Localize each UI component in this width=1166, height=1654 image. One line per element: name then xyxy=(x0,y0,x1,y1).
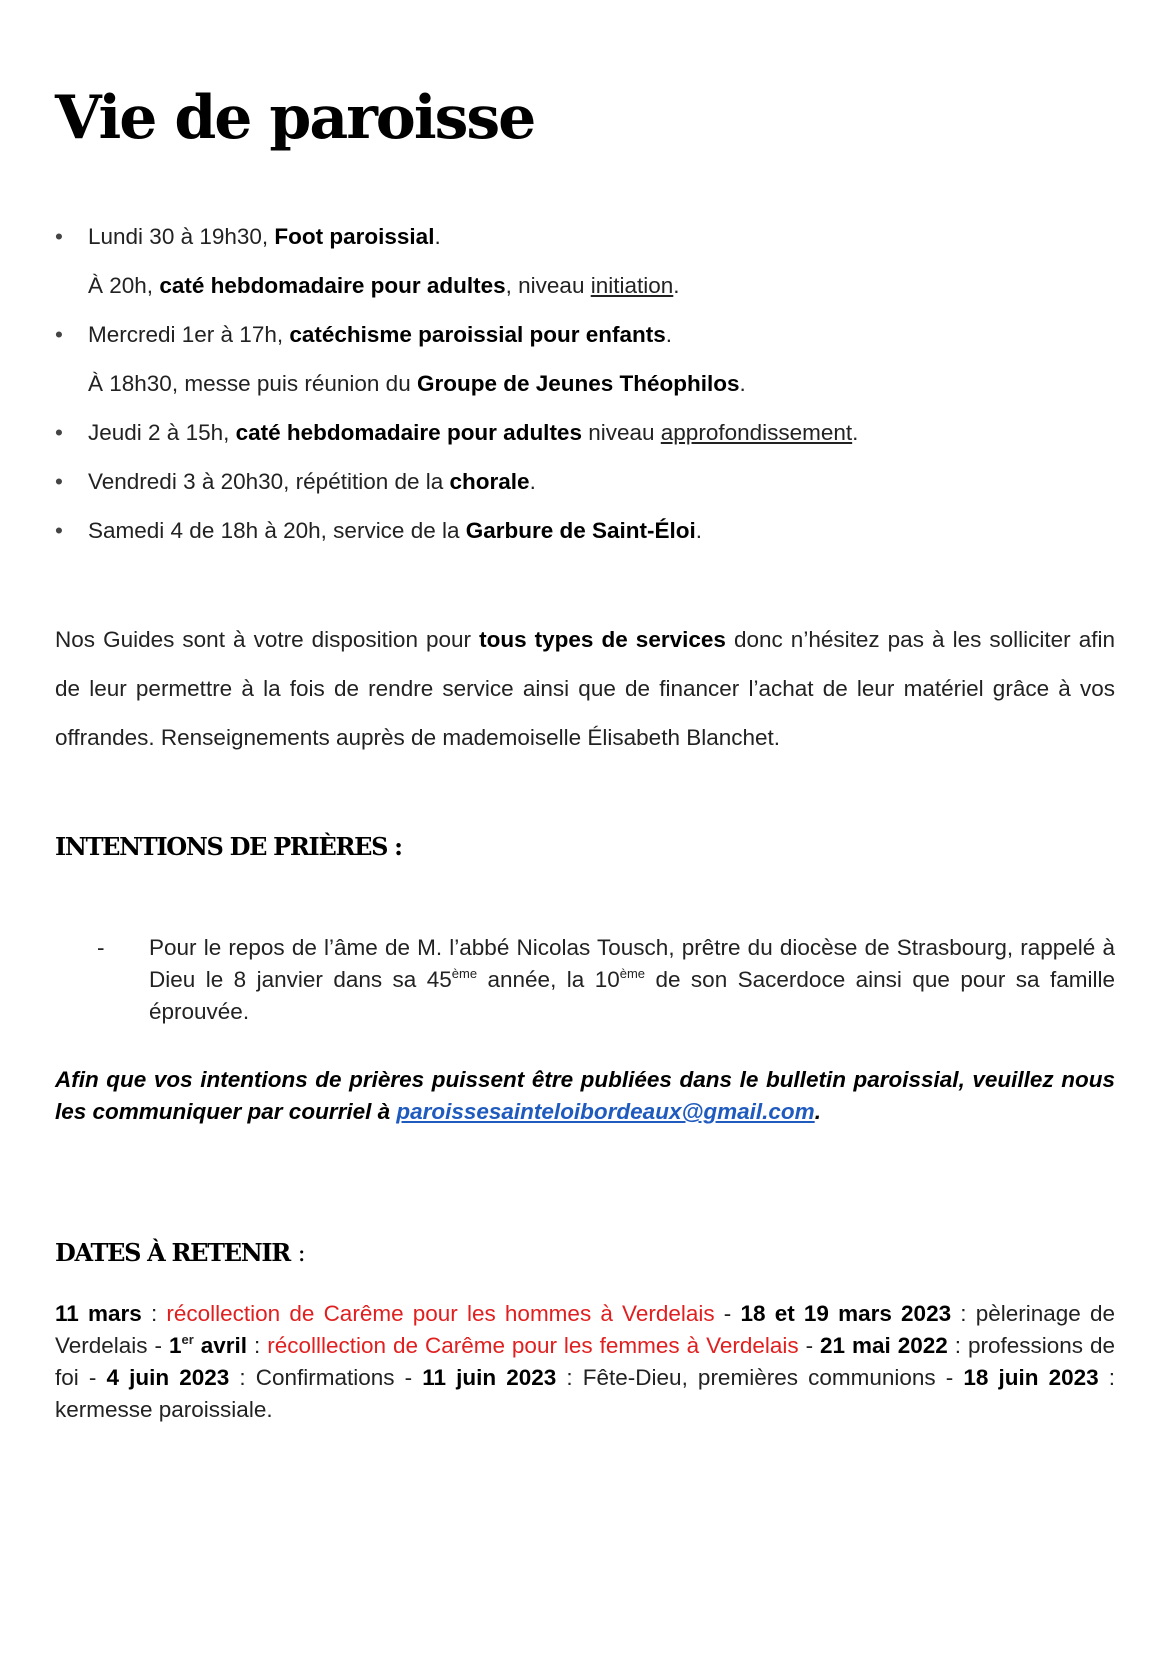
text-segment: : Confirmations - xyxy=(229,1365,423,1390)
dates-heading-text: DATES À RETENIR xyxy=(55,1238,290,1267)
prayer-dash: - xyxy=(97,935,105,960)
event-item xyxy=(55,212,1115,310)
text-segment: Vendredi 3 à 20h30, répétition de la xyxy=(88,469,450,494)
event-line xyxy=(88,212,1115,261)
text-segment: - xyxy=(714,1301,741,1326)
bold-text: 21 mai 2022 xyxy=(820,1333,948,1358)
email-link[interactable] xyxy=(396,1099,814,1124)
bullet-icon: • xyxy=(55,224,63,249)
text-segment: . xyxy=(852,420,859,445)
event-item xyxy=(55,408,1115,457)
bold-text: 18 juin 2023 xyxy=(963,1365,1099,1390)
text-segment: . xyxy=(695,518,703,543)
event-item xyxy=(55,506,1115,555)
text-segment: Lundi 30 à 19h30, xyxy=(88,224,275,249)
underlined-text: approfondissement xyxy=(660,420,853,445)
highlight-text: récolllection de Carême pour les femmes à Verdelais xyxy=(267,1333,799,1358)
bold-text: 1 xyxy=(168,1333,182,1358)
text-segment: . xyxy=(739,371,746,396)
guides-paragraph xyxy=(55,615,1115,762)
dates-heading xyxy=(55,1238,306,1267)
bold-text: Garbure de Saint-Éloi xyxy=(465,518,696,543)
text-segment: . xyxy=(529,469,536,494)
bold-text: er xyxy=(181,1332,194,1347)
notice-text: Afin que vos intentions de prières puissent être publiées dans le bulletin paroissial, veuillez nous les communiquer par courriel à xyxy=(55,1067,1115,1124)
bold-text: 11 mars xyxy=(55,1301,142,1326)
prayer-ordinal-1: ème xyxy=(451,966,478,981)
event-line xyxy=(88,457,1115,506)
text-segment: - xyxy=(798,1333,821,1358)
bullet-icon: • xyxy=(55,420,63,445)
text-segment: : xyxy=(247,1333,268,1358)
text-segment: À 20h, xyxy=(88,273,160,298)
bold-text: avril xyxy=(193,1333,248,1358)
text-segment: : kermesse paroissiale. xyxy=(55,1365,1116,1422)
notice-end: . xyxy=(814,1099,821,1124)
intentions-heading: INTENTIONS DE PRIÈRES : xyxy=(55,832,402,861)
prayer-intention-item xyxy=(97,932,1115,1028)
text-segment: : professions de foi - xyxy=(55,1333,1115,1390)
prayer-text-3: de son Sacerdoce ainsi que pour sa famille éprouvée. xyxy=(149,967,1115,1024)
events-list xyxy=(55,212,1115,555)
event-item xyxy=(55,310,1115,408)
guides-services-bold: tous types de services xyxy=(479,627,726,652)
dates-heading-colon: : xyxy=(289,1239,306,1267)
text-segment: . xyxy=(434,224,441,249)
bullet-icon: • xyxy=(55,322,63,347)
text-segment: : xyxy=(141,1301,167,1326)
text-segment: : pèlerinage de Verdelais - xyxy=(55,1301,1116,1358)
underlined-text: initiation xyxy=(590,273,674,298)
text-segment: , niveau xyxy=(505,273,591,298)
text-segment: . xyxy=(665,322,673,347)
prayer-text-1: Pour le repos de l’âme de M. l’abbé Nicolas Tousch, prêtre du diocèse de Strasbourg, rappelé à Dieu le 8 janvier dans sa 45 xyxy=(149,935,1115,992)
bold-text: Foot paroissial xyxy=(274,224,435,249)
prayer-ordinal-2: ème xyxy=(619,966,646,981)
text-segment: À 18h30, messe puis réunion du xyxy=(88,371,417,396)
bold-text: Groupe de Jeunes Théophilos xyxy=(416,371,740,396)
event-line xyxy=(88,506,1115,555)
guides-text-2: donc n’hésitez pas à les solliciter afin de leur permettre à la fois de rendre service ainsi que de financer l’achat de leur matériel grâce à vos offrandes. Renseignements auprès de mademoiselle Élisabeth Blanchet. xyxy=(55,627,1115,750)
bold-text: 11 juin 2023 xyxy=(422,1365,557,1390)
text-segment: . xyxy=(673,273,680,298)
bold-text: 4 juin 2023 xyxy=(106,1365,230,1390)
page-title: Vie de paroisse xyxy=(55,83,535,153)
bullet-icon: • xyxy=(55,469,63,494)
event-line xyxy=(88,261,1115,310)
bold-text: catéchisme paroissial pour enfants xyxy=(289,322,666,347)
bullet-icon: • xyxy=(55,518,63,543)
guides-text-1: Nos Guides sont à votre disposition pour xyxy=(55,627,480,652)
bold-text: caté hebdomadaire pour adultes xyxy=(159,273,506,298)
intentions-notice xyxy=(55,1064,1115,1128)
event-line xyxy=(88,408,1115,457)
bold-text: 18 et 19 mars 2023 xyxy=(740,1301,952,1326)
prayer-text-2: année, la 10 xyxy=(477,967,620,992)
prayer-intention-text xyxy=(149,932,1115,1028)
email-link-text: paroissesainteloibordeaux@gmail.com xyxy=(396,1099,815,1124)
bold-text: caté hebdomadaire pour adultes xyxy=(235,420,582,445)
text-segment: : Fête-Dieu, premières communions - xyxy=(556,1365,964,1390)
bold-text: chorale xyxy=(449,469,530,494)
event-line xyxy=(88,310,1115,359)
text-segment: Jeudi 2 à 15h, xyxy=(88,420,236,445)
text-segment: Mercredi 1er à 17h, xyxy=(88,322,290,347)
highlight-text: récollection de Carême pour les hommes à Verdelais xyxy=(166,1301,715,1326)
event-line xyxy=(88,359,1115,408)
dates-paragraph xyxy=(55,1298,1115,1426)
text-segment: niveau xyxy=(581,420,661,445)
event-item xyxy=(55,457,1115,506)
text-segment: Samedi 4 de 18h à 20h, service de la xyxy=(88,518,466,543)
